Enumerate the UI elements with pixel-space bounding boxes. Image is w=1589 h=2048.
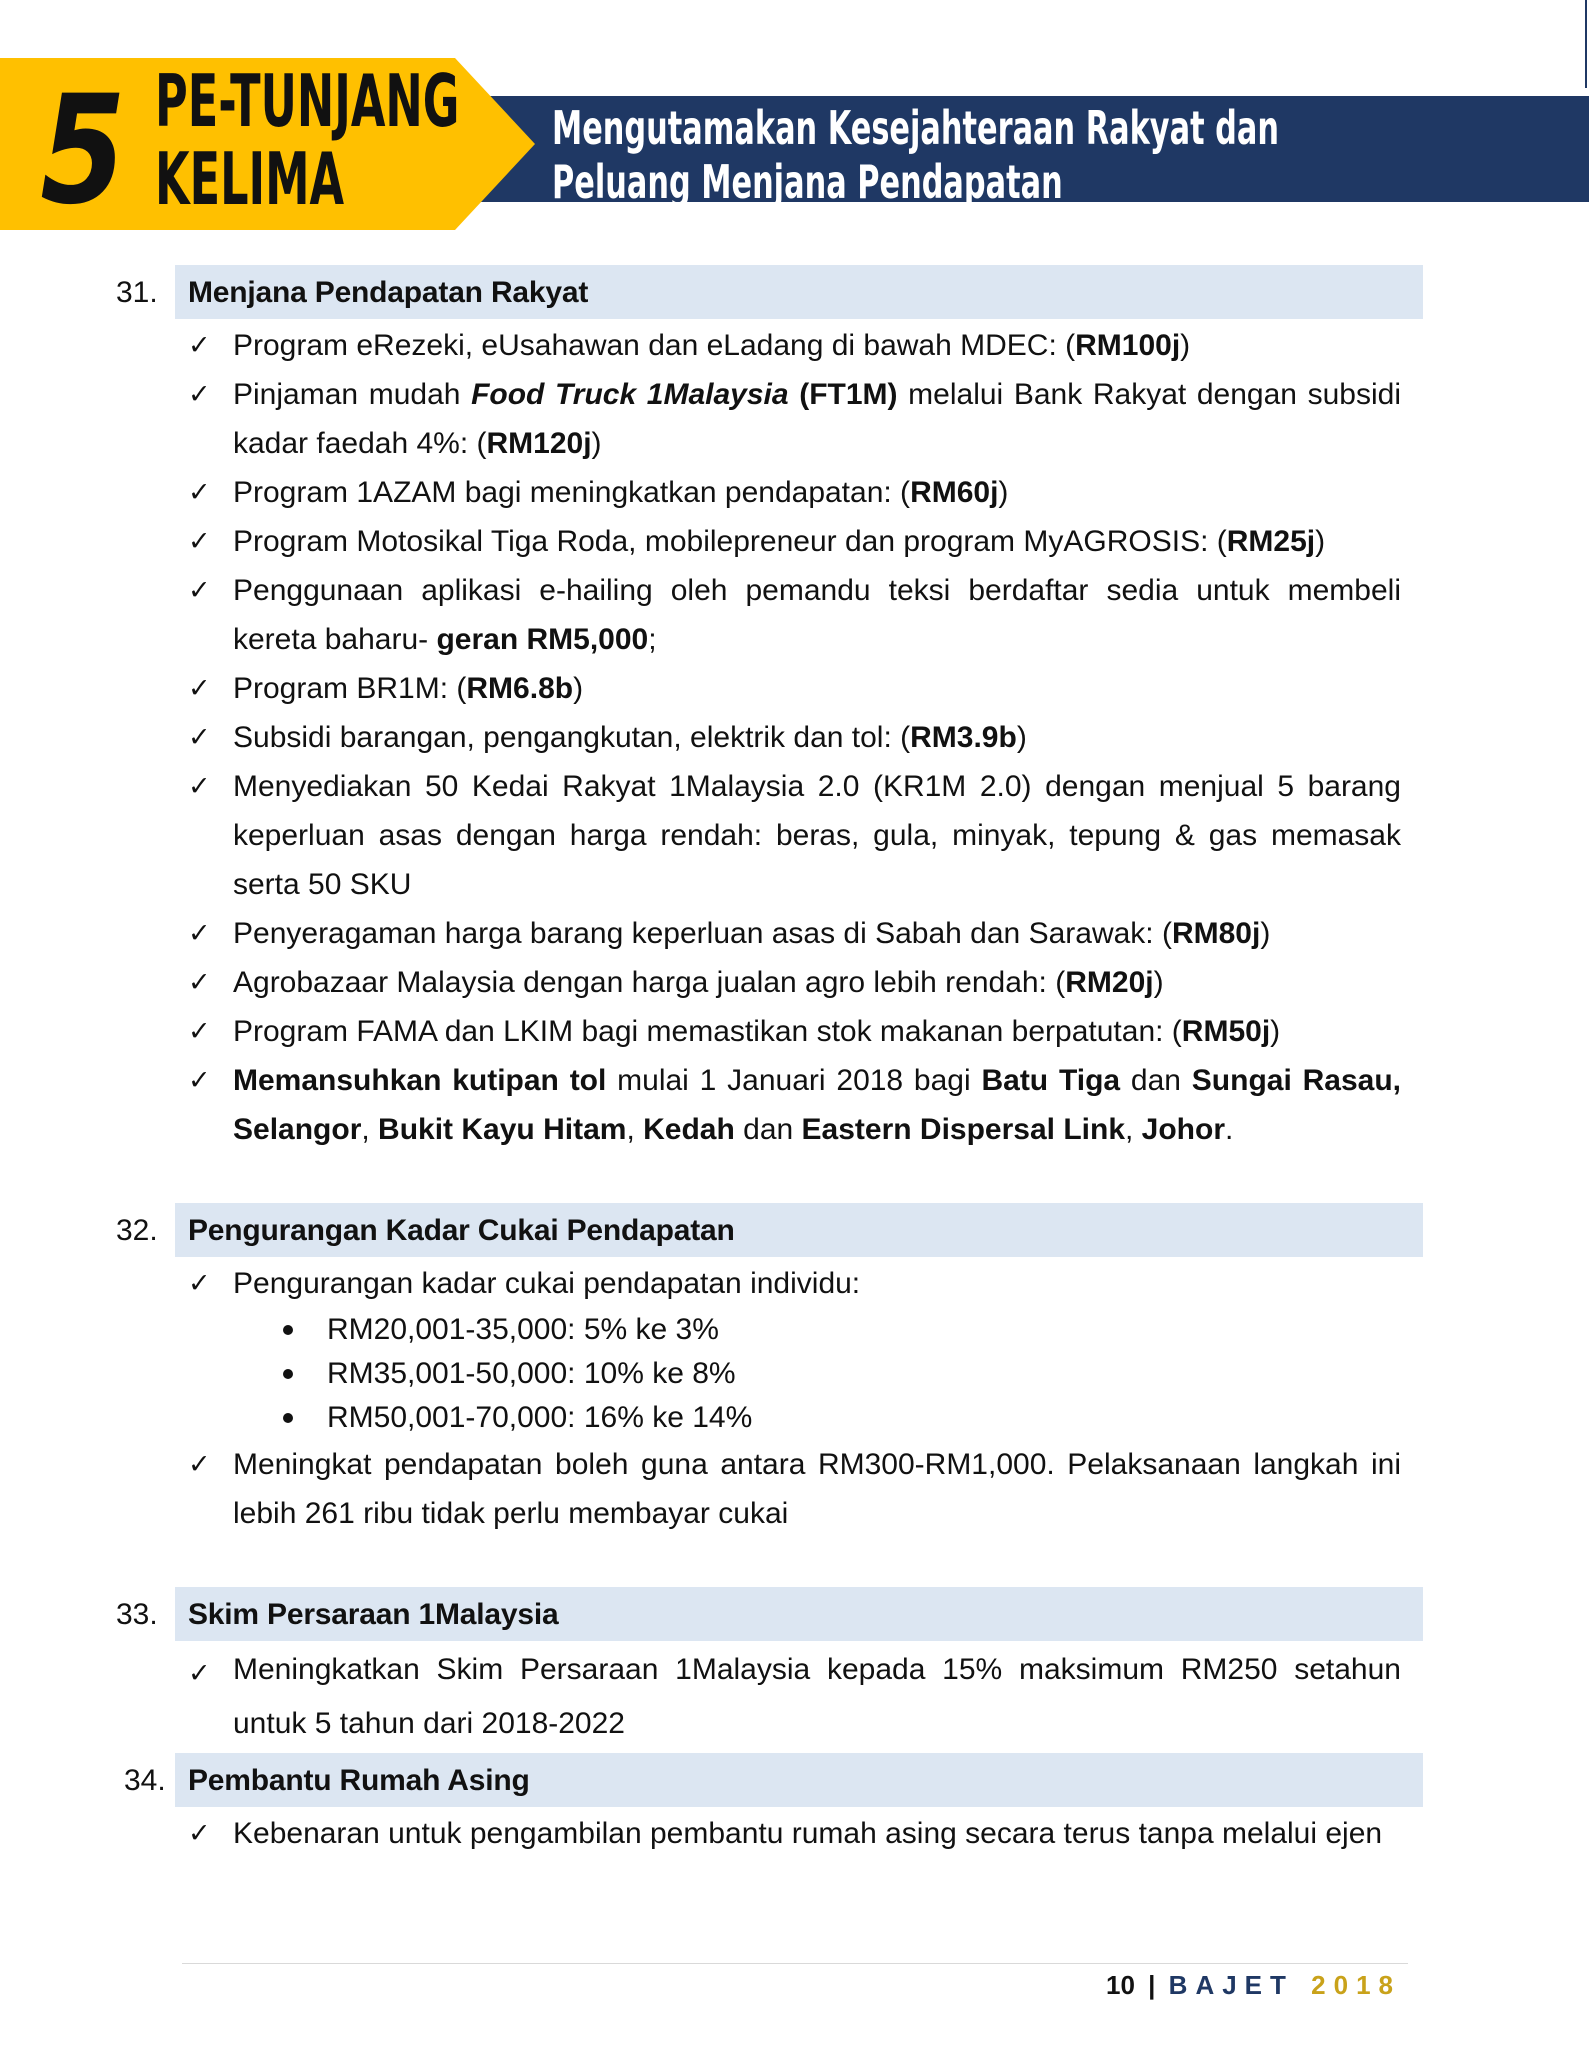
checkmark-icon: ✓: [188, 673, 211, 704]
checkmark-icon: ✓: [188, 967, 211, 998]
list-item: ✓ Penyeragaman harga barang keperluan asas di Sabah dan Sarawak: (RM80j): [0, 909, 1589, 958]
section-34-heading: [0, 1753, 1589, 1809]
section-34-list: [0, 1809, 1589, 1858]
section-31-list: [0, 321, 1589, 1154]
list-item: ✓ Program FAMA dan LKIM bagi memastikan stok makanan berpatutan: (RM50j): [0, 1007, 1589, 1056]
pillar-title-line2: Peluang Menjana Pendapatan: [552, 155, 1063, 209]
section-33-list: [0, 1643, 1589, 1751]
checkmark-icon: ✓: [188, 1818, 211, 1849]
list-item: ✓ Pinjaman mudah Food Truck 1Malaysia (FT1M) melalui Bank Rakyat dengan subsidi kadar faedah 4%: (RM120j): [0, 370, 1589, 468]
checkmark-icon: ✓: [188, 918, 211, 949]
checkmark-icon: ✓: [188, 526, 211, 557]
list-item: ✓ Program 1AZAM bagi meningkatkan pendapatan: (RM60j): [0, 468, 1589, 517]
section-number: 32.: [116, 1214, 158, 1247]
list-item: ✓ Program BR1M: (RM6.8b): [0, 664, 1589, 713]
checkmark-icon: ✓: [188, 1449, 211, 1480]
checkmark-icon: ✓: [188, 1065, 211, 1096]
pillar-title-line1: Mengutamakan Kesejahteraan Rakyat dan: [552, 101, 1279, 155]
footer-label: BAJET: [1168, 1970, 1294, 2000]
checkmark-icon: ✓: [188, 575, 211, 606]
list-item: ✓ Program Motosikal Tiga Roda, mobilepreneur dan program MyAGROSIS: (RM25j): [0, 517, 1589, 566]
section-title: Pengurangan Kadar Cukai Pendapatan: [188, 1214, 735, 1247]
section-number: 34.: [124, 1764, 166, 1797]
checkmark-icon: ✓: [188, 330, 211, 361]
pillar-label-line2: KELIMA: [155, 137, 345, 221]
bullet-icon: [283, 1369, 293, 1379]
list-item: ✓ Program eRezeki, eUsahawan dan eLadang di bawah MDEC: (RM100j): [0, 321, 1589, 370]
section-title: Pembantu Rumah Asing: [188, 1764, 530, 1797]
bullet-item: RM50,001-70,000: 16% ke 14%: [0, 1396, 1589, 1440]
list-item: ✓ Penggunaan aplikasi e-hailing oleh pemandu teksi berdaftar sedia untuk membeli kereta baharu- geran RM5,000;: [0, 566, 1589, 664]
checkmark-icon: ✓: [188, 1268, 211, 1299]
list-item: ✓ Kebenaran untuk pengambilan pembantu rumah asing secara terus tanpa melalui ejen: [0, 1809, 1589, 1858]
checkmark-icon: ✓: [188, 771, 211, 802]
pillar-label-line1: PE-TUNJANG: [155, 59, 460, 143]
list-item: ✓ Meningkat pendapatan boleh guna antara RM300-RM1,000. Pelaksanaan langkah ini lebih 261 ribu tidak perlu membayar cukai: [0, 1440, 1589, 1538]
pillar-number: 5: [40, 64, 126, 238]
section-33-heading: [0, 1587, 1589, 1643]
list-item: ✓ Memansuhkan kutipan tol mulai 1 Januari 2018 bagi Batu Tiga dan Sungai Rasau, Selangor, Bukit Kayu Hitam, Kedah dan Eastern Dispersal Link, Johor.: [0, 1056, 1589, 1154]
checkmark-icon: ✓: [188, 722, 211, 753]
footer-year: 2018: [1311, 1970, 1401, 2000]
list-item: ✓ Pengurangan kadar cukai pendapatan individu:: [0, 1259, 1589, 1308]
checkmark-icon: ✓: [188, 1658, 211, 1689]
list-item: ✓ Subsidi barangan, pengangkutan, elektrik dan tol: (RM3.9b): [0, 713, 1589, 762]
checkmark-icon: ✓: [188, 477, 211, 508]
bullet-icon: [283, 1325, 293, 1335]
section-number: 33.: [116, 1598, 158, 1631]
section-number: 31.: [116, 276, 158, 309]
list-item: ✓ Agrobazaar Malaysia dengan harga jualan agro lebih rendah: (RM20j): [0, 958, 1589, 1007]
bullet-item: RM35,001-50,000: 10% ke 8%: [0, 1352, 1589, 1396]
footer-separator: |: [1148, 1970, 1156, 2000]
section-31-heading: [0, 265, 1589, 321]
tax-bracket-list: [0, 1308, 1589, 1440]
section-title: Menjana Pendapatan Rakyat: [188, 276, 589, 309]
section-title: Skim Persaraan 1Malaysia: [188, 1598, 559, 1631]
list-item: ✓ Menyediakan 50 Kedai Rakyat 1Malaysia 2.0 (KR1M 2.0) dengan menjual 5 barang keperluan asas dengan harga rendah: beras, gula, minyak, tepung & gas memasak serta 50 SKU: [0, 762, 1589, 909]
page-footer: [1106, 1970, 1401, 2001]
bullet-item: RM20,001-35,000: 5% ke 3%: [0, 1308, 1589, 1352]
checkmark-icon: ✓: [188, 1016, 211, 1047]
page-number: 10: [1106, 1970, 1135, 2000]
bullet-icon: [283, 1413, 293, 1423]
document-body: [0, 265, 1589, 1858]
section-32-list: [0, 1259, 1589, 1308]
footer-divider: [182, 1963, 1408, 1964]
section-32-list-continued: [0, 1440, 1589, 1538]
list-item: ✓ Meningkatkan Skim Persaraan 1Malaysia kepada 15% maksimum RM250 setahun untuk 5 tahun dari 2018-2022: [0, 1643, 1589, 1751]
section-32-heading: [0, 1203, 1589, 1259]
pillar-banner: [0, 58, 1589, 238]
checkmark-icon: ✓: [188, 379, 211, 410]
